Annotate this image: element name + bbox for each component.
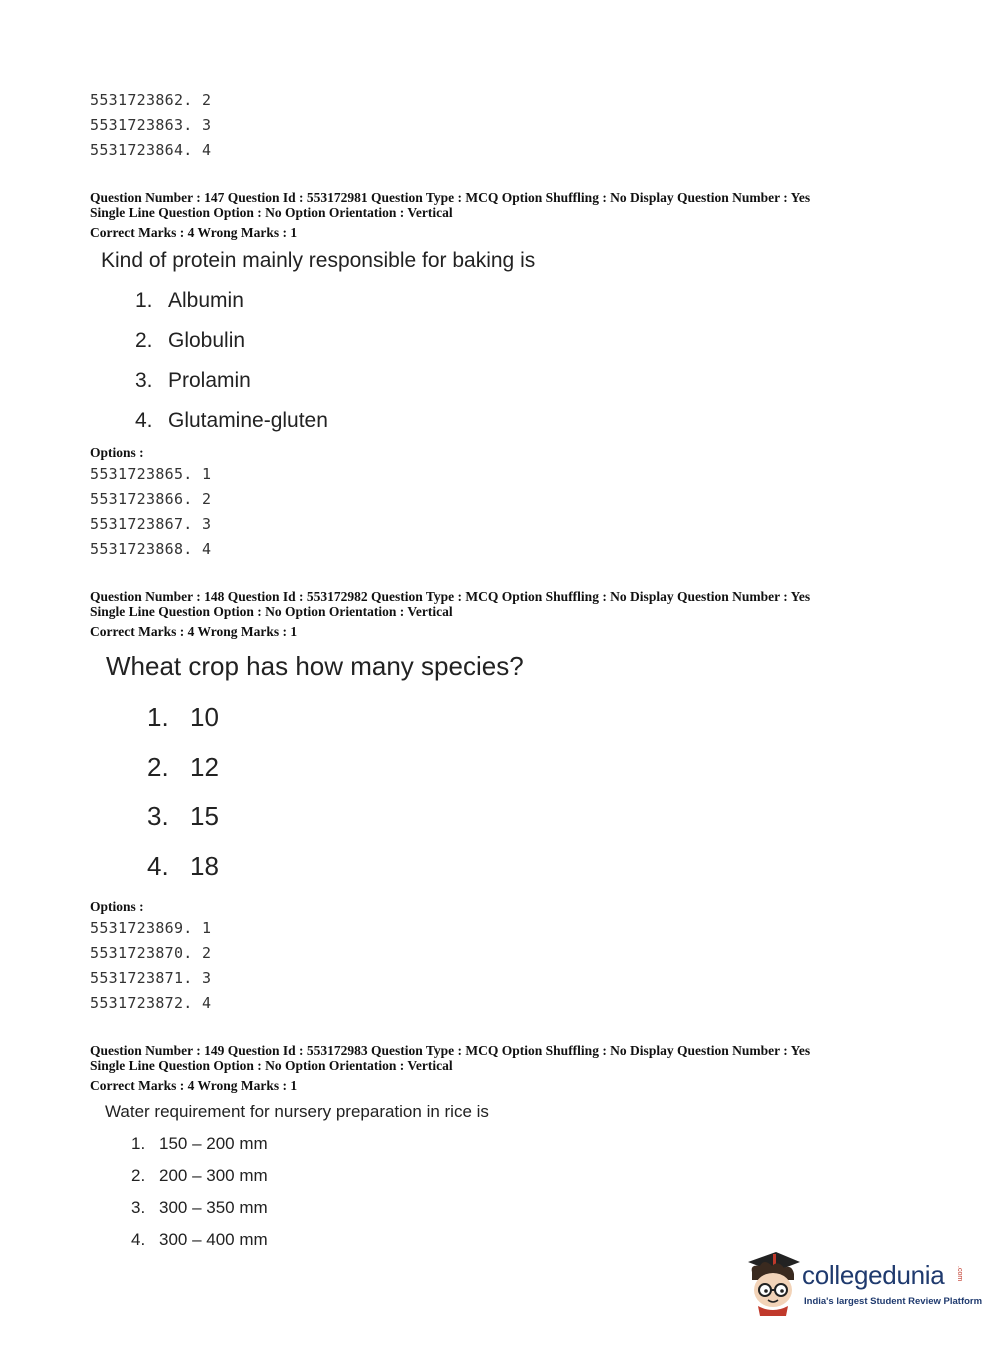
question-meta: Single Line Question Option : No Option Orientation : Vertical (90, 205, 453, 220)
options-label: Options : (90, 899, 144, 914)
option-id-line: 5531723868. 4 (90, 540, 212, 558)
answer-choice: 1. 10 (147, 702, 219, 732)
option-id-line: 5531723866. 2 (90, 490, 212, 508)
marks-meta: Correct Marks : 4 Wrong Marks : 1 (90, 225, 298, 240)
answer-choice: 4. 300 – 400 mm (131, 1230, 268, 1249)
logo-wordmark: collegedunia (802, 1260, 945, 1290)
marks-meta: Correct Marks : 4 Wrong Marks : 1 (90, 624, 298, 639)
options-label: Options : (90, 445, 144, 460)
option-id-line: 5531723862. 2 (90, 91, 212, 109)
question-meta: Question Number : 148 Question Id : 553172982 Question Type : MCQ Option Shuffling : No Display Question Number : Yes (90, 589, 811, 604)
answer-choice: 3. Prolamin (135, 369, 251, 392)
option-id-line: 5531723872. 4 (90, 994, 212, 1012)
answer-choice: 4. 18 (147, 851, 219, 881)
question-meta: Single Line Question Option : No Option Orientation : Vertical (90, 1058, 453, 1073)
answer-choice: 3. 15 (147, 801, 219, 831)
answer-choice: 4. Glutamine-gluten (135, 409, 328, 432)
option-id-line: 5531723870. 2 (90, 944, 212, 962)
option-id-line: 5531723864. 4 (90, 141, 212, 159)
answer-choice: 2. 200 – 300 mm (131, 1166, 268, 1185)
mascot-icon (742, 1248, 804, 1318)
marks-meta: Correct Marks : 4 Wrong Marks : 1 (90, 1078, 298, 1093)
question-text: Water requirement for nursery preparation in rice is (105, 1102, 489, 1121)
answer-choice: 1. 150 – 200 mm (131, 1134, 268, 1153)
logo-suffix: .com (956, 1266, 963, 1282)
question-meta: Question Number : 149 Question Id : 553172983 Question Type : MCQ Option Shuffling : No Display Question Number : Yes (90, 1043, 811, 1058)
logo-tagline: India's largest Student Review Platform (804, 1296, 983, 1307)
question-text: Wheat crop has how many species? (106, 651, 524, 681)
question-meta: Question Number : 147 Question Id : 553172981 Question Type : MCQ Option Shuffling : No Display Question Number : Yes (90, 190, 811, 205)
option-id-line: 5531723867. 3 (90, 515, 212, 533)
option-id-line: 5531723869. 1 (90, 919, 212, 937)
question-text: Kind of protein mainly responsible for baking is (101, 249, 536, 272)
option-id-line: 5531723865. 1 (90, 465, 212, 483)
option-id-line: 5531723863. 3 (90, 116, 212, 134)
option-id-line: 5531723871. 3 (90, 969, 212, 987)
answer-choice: 1. Albumin (135, 289, 244, 312)
answer-choice: 2. 12 (147, 752, 219, 782)
collegedunia-logo (742, 1248, 983, 1318)
question-meta: Single Line Question Option : No Option Orientation : Vertical (90, 604, 453, 619)
answer-choice: 3. 300 – 350 mm (131, 1198, 268, 1217)
answer-choice: 2. Globulin (135, 329, 246, 352)
